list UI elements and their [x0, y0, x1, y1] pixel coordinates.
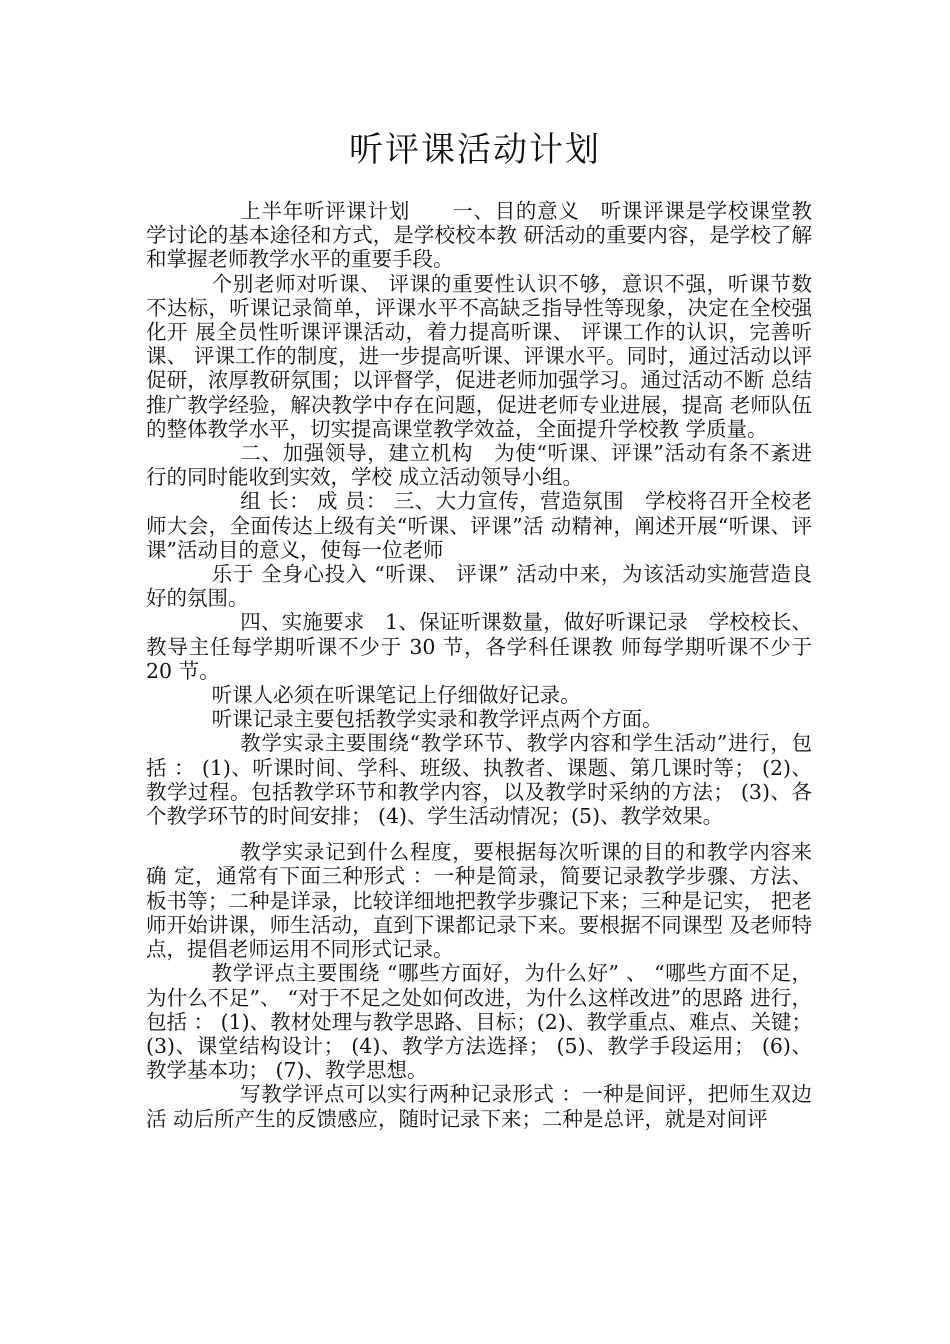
paragraph-atmosphere: 乐于 全身心投入 “听课、 评课” 活动中来，为该活动实施营造良好的氛围。 [146, 562, 812, 611]
paragraph-intro: 上半年听评课计划 一、目的意义 听课评课是学校课堂教学讨论的基本途径和方式，是学校校本教 研活动的重要内容，是学校了解和掌握老师教学水平的重要手段。 [146, 199, 812, 272]
paragraph-background: 个别老师对听课、 评课的重要性认识不够，意识不强，听课节数不达标，听课记录简单，评课水平不高缺乏指导性等现象，决定在全校强化开 展全员性听课评课活动，着力提高听课、 评课工作的认识，完善听课、 评课工作的制度，进一步提高听课、评课水平。同时，通过活动以评 促研，浓厚教研氛围；以评督学，促进老师加强学习。通过活动不断 总结推广教学经验，解决教学中存在问题，促进老师专业进展，提高 老师队伍的整体教学水平，切实提高课堂教学效益，全面提升学校教 学质量。 [146, 271, 812, 441]
document-body [146, 199, 812, 1131]
paragraph-requirements: 四、实施要求 1、保证听课数量，做好听课记录 学校校长、教导主任每学期听课不少于 30 节，各学科任课教 师每学期听课不少于 20 节。 [146, 610, 812, 683]
paragraph-evaluation: 教学评点主要围绕 “哪些方面好，为什么好” 、 “哪些方面不足，为什么不足”、 “对于不足之处如何改进，为什么这样改进”的思路 进行，包括 ： (1)、教材处理与教学思路、目标；(2)、教学重点、难点、关键； (3)、课堂结构设计； (4)、教学方法选择； (5)、教学手段运用； (6)、教学基本功； (7)、教学思想。 [146, 961, 812, 1083]
paragraph-notes: 听课人必须在听课笔记上仔细做好记录。 [211, 683, 581, 708]
page-title: 听评课活动计划 [349, 130, 601, 170]
paragraph-record-content: 听课记录主要包括教学实录和教学评点两个方面。 [211, 707, 663, 732]
paragraph-evaluation-forms: 写教学评点可以实行两种记录形式 ：一种是间评，把师生双边活 动后所产生的反馈感应，随时记录下来；二种是总评，就是对间评 [146, 1082, 812, 1131]
paragraph-leadership: 二、加强领导，建立机构 为使“听课、评课”活动有条不紊进行的同时能收到实效，学校 成立活动领导小组。 [146, 441, 812, 490]
paragraph-record-forms: 教学实录记到什么程度，要根据每次听课的目的和教学内容来确 定，通常有下面三种形式 ：一种是简录，简要记录教学步骤、方法、 板书等；二种是详录，比较详细地把教学步骤记下来；三种是记实， 把老师开始讲课，师生活动，直到下课都记录下来。要根据不同课型 及老师特点，提倡老师运用不同形式记录。 [146, 840, 812, 962]
paragraph-publicity: 组 长： 成 员： 三、大力宣传，营造氛围 学校将召开全校老师大会，全面传达上级有关“听课、评课”活 动精神，阐述开展“听课、评课”活动目的意义，使每一位老师 [146, 489, 812, 562]
paragraph-record-items: 教学实录主要围绕“教学环节、教学内容和学生活动”进行，包 括 ： (1)、听课时间、学科、班级、执教者、课题、第几课时等； (2)、教学过程。包括教学环节和教学内容，以及教学时采纳的方法； (3)、各个教学环节的时间安排； (4)、学生活动情况；(5)、教学效果。 [146, 731, 812, 829]
